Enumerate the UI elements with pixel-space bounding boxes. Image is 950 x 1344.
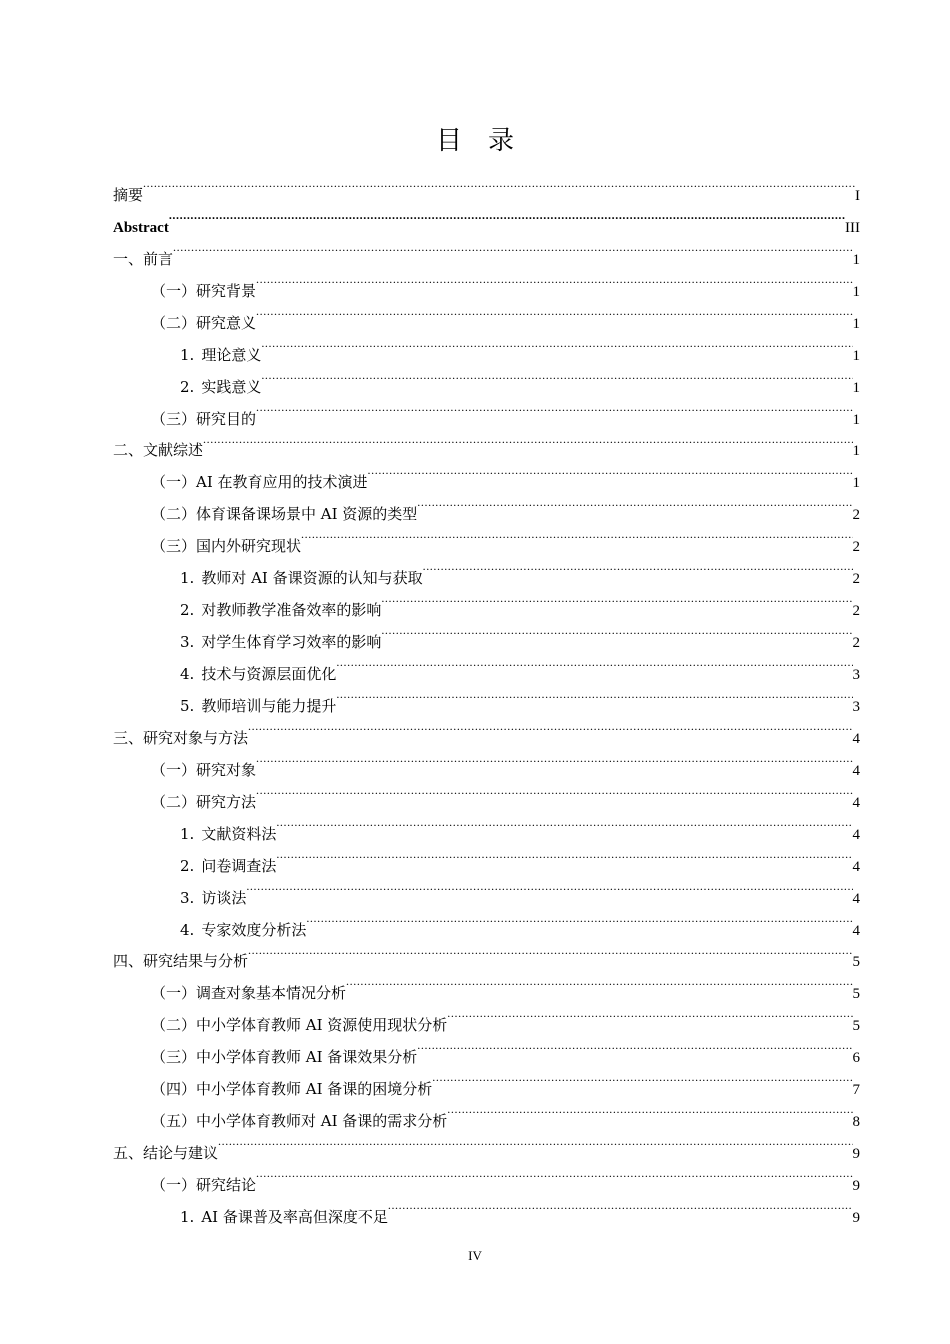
toc-entry-page: 1 xyxy=(852,443,860,460)
dot-leader xyxy=(423,551,853,583)
toc-entry-label: （一）调查对象基本情况分析 xyxy=(151,984,347,1003)
toc-entry-page: 1 xyxy=(852,283,860,300)
dot-leader xyxy=(368,455,853,487)
toc-entry-page: 5 xyxy=(852,986,860,1003)
toc-entry-page: 3 xyxy=(852,667,860,683)
toc-entry-title xyxy=(180,595,381,627)
toc-entry-page: 3 xyxy=(852,698,860,715)
dot-leader xyxy=(346,966,852,998)
toc-entry-label: （一）研究对象 xyxy=(151,760,257,779)
toc-entry-number: 2. xyxy=(180,377,195,396)
toc-entry-page: I xyxy=(855,187,860,204)
toc-entry[interactable] xyxy=(113,455,860,492)
toc-entry-page: 2 xyxy=(852,571,860,588)
toc-entry-label: （三）国内外研究现状 xyxy=(151,537,302,556)
toc-entry-label: AI 备课普及率高但深度不足 xyxy=(201,1207,388,1226)
dot-leader xyxy=(246,871,852,903)
dot-leader xyxy=(417,1030,852,1062)
toc-entry-title xyxy=(151,467,368,499)
toc-entry-page: 4 xyxy=(852,922,860,939)
toc-entry-title xyxy=(151,787,256,819)
toc-entry-page: 5 xyxy=(852,954,860,971)
dot-leader xyxy=(248,935,852,967)
toc-entry-page: 2 xyxy=(852,539,860,556)
toc-entry[interactable] xyxy=(113,264,860,300)
dot-leader xyxy=(381,615,852,647)
dot-leader xyxy=(432,1062,852,1094)
toc-entry-page: 1 xyxy=(852,315,860,332)
table-of-contents xyxy=(113,168,860,1226)
toc-entry-title xyxy=(180,372,261,404)
toc-entry[interactable] xyxy=(113,200,860,236)
toc-entry-title xyxy=(151,1170,256,1202)
toc-entry-title xyxy=(113,723,248,755)
dot-leader xyxy=(261,328,852,360)
toc-entry-label: （三）中小学体育教师 AI 备课效果分析 xyxy=(151,1048,418,1067)
toc-entry[interactable] xyxy=(113,424,860,460)
toc-entry-page: 1 xyxy=(852,411,860,428)
toc-entry-page: 6 xyxy=(852,1050,860,1067)
dot-leader xyxy=(256,296,852,328)
dot-leader xyxy=(447,998,852,1030)
dot-leader xyxy=(381,583,852,615)
toc-entry-title xyxy=(113,213,169,245)
toc-entry-label: （二）中小学体育教师 AI 资源使用现状分析 xyxy=(151,1016,448,1035)
toc-entry-label: （一）AI 在教育应用的技术演进 xyxy=(151,473,368,492)
toc-entry-title xyxy=(151,276,256,308)
dot-leader xyxy=(218,1126,852,1158)
toc-entry-label: （二）研究意义 xyxy=(151,313,257,332)
toc-entry-title xyxy=(113,180,143,212)
toc-entry-label: Abstract xyxy=(113,219,169,236)
toc-entry-number: 1. xyxy=(180,345,195,364)
toc-entry-title xyxy=(151,1042,417,1074)
dot-leader xyxy=(173,232,852,264)
toc-entry-page: 9 xyxy=(852,1146,860,1163)
toc-entry-page: 4 xyxy=(852,762,860,779)
toc-entry-label: 二、文献综述 xyxy=(113,441,204,460)
toc-entry-label: （三）研究目的 xyxy=(151,409,257,428)
dot-leader xyxy=(256,264,852,296)
toc-entry-title xyxy=(151,1074,432,1106)
toc-entry-title xyxy=(151,755,256,787)
toc-entry-page: 1 xyxy=(852,347,860,364)
toc-entry-page: 4 xyxy=(852,730,860,747)
toc-entry-number: 1. xyxy=(180,569,195,588)
dot-leader xyxy=(256,743,852,775)
toc-entry-label: 技术与资源层面优化 xyxy=(201,665,337,683)
toc-entry-title xyxy=(180,340,261,372)
toc-entry-page: 7 xyxy=(852,1082,860,1099)
toc-entry-label: 文献资料法 xyxy=(201,824,277,843)
toc-entry-number: 2. xyxy=(180,601,195,620)
toc-entry-title xyxy=(180,659,336,691)
toc-entry-label: （一）研究结论 xyxy=(151,1176,257,1194)
toc-entry-number: 4. xyxy=(180,665,195,683)
toc-entry-page: 4 xyxy=(852,890,860,907)
toc-entry-number: 4. xyxy=(180,920,195,939)
dot-leader xyxy=(301,519,852,551)
dot-leader xyxy=(261,360,852,392)
toc-entry-page: 2 xyxy=(852,603,860,620)
toc-entry-title xyxy=(113,244,173,276)
dot-leader xyxy=(248,711,852,743)
toc-entry-label: 教师对 AI 备课资源的认知与获取 xyxy=(201,569,423,588)
toc-entry-label: （二）体育课备课场景中 AI 资源的类型 xyxy=(151,505,418,524)
dot-leader xyxy=(336,679,852,711)
toc-entry-page: 2 xyxy=(852,507,860,524)
toc-entry-title xyxy=(151,1010,447,1042)
dot-leader xyxy=(306,903,852,935)
dot-leader xyxy=(256,775,852,807)
toc-entry-title xyxy=(180,819,276,851)
toc-entry-label: 专家效度分析法 xyxy=(201,920,307,939)
toc-entry-title xyxy=(113,435,203,467)
toc-title: 目录 xyxy=(435,126,540,156)
toc-entry-title xyxy=(113,1138,218,1170)
dot-leader xyxy=(169,200,845,232)
toc-entry-label: 教师培训与能力提升 xyxy=(201,696,337,715)
toc-entry[interactable] xyxy=(113,168,860,204)
toc-entry-page: 4 xyxy=(852,794,860,811)
toc-entry-number: 2. xyxy=(180,856,195,875)
toc-entry-label: 四、研究结果与分析 xyxy=(113,952,249,971)
dot-leader xyxy=(417,487,852,519)
dot-leader xyxy=(256,1158,852,1190)
dot-leader xyxy=(276,807,852,839)
toc-entry-title xyxy=(151,978,346,1010)
toc-entry-title xyxy=(151,308,256,340)
toc-entry-page: 1 xyxy=(852,251,860,268)
toc-entry-label: （五）中小学体育教师对 AI 备课的需求分析 xyxy=(151,1112,448,1131)
dot-leader xyxy=(256,392,852,424)
toc-entry-page: 4 xyxy=(852,858,860,875)
toc-entry-title xyxy=(180,883,246,915)
toc-entry-page: 9 xyxy=(852,1178,860,1194)
toc-entry-page: III xyxy=(845,219,860,236)
toc-entry-label: 一、前言 xyxy=(113,249,174,268)
toc-entry-page: 2 xyxy=(852,635,860,652)
toc-entry-number: 1. xyxy=(180,1207,195,1226)
toc-entry-page: 8 xyxy=(852,1114,860,1131)
toc-entry-label: （二）研究方法 xyxy=(151,792,257,811)
toc-entry-page: 1 xyxy=(852,379,860,396)
toc-entry-label: （四）中小学体育教师 AI 备课的困境分析 xyxy=(151,1080,433,1099)
dot-leader xyxy=(203,424,852,456)
toc-entry-label: 访谈法 xyxy=(201,888,247,907)
toc-entry[interactable] xyxy=(113,1126,860,1163)
toc-entry-label: 摘要 xyxy=(113,185,144,204)
toc-entry-title xyxy=(151,531,301,563)
toc-entry[interactable] xyxy=(113,232,860,268)
toc-entry[interactable] xyxy=(113,1158,860,1194)
toc-entry-title xyxy=(113,946,248,978)
toc-entry-number: 3. xyxy=(180,633,195,652)
toc-entry-page: 9 xyxy=(852,1209,860,1226)
toc-entry-page: 5 xyxy=(852,1018,860,1035)
toc-entry-label: （一）研究背景 xyxy=(151,281,257,300)
toc-entry-label: 理论意义 xyxy=(201,345,262,364)
toc-entry-label: 三、研究对象与方法 xyxy=(113,728,249,747)
dot-leader xyxy=(143,168,855,200)
toc-entry-label: 对学生体育学习效率的影响 xyxy=(201,633,382,652)
dot-leader xyxy=(276,839,852,871)
page-number-footer: IV xyxy=(468,1248,482,1263)
dot-leader xyxy=(336,647,852,679)
toc-entry-label: 五、结论与建议 xyxy=(113,1144,219,1163)
toc-entry-title xyxy=(180,1202,388,1234)
toc-entry-page: 4 xyxy=(852,826,860,843)
toc-entry-label: 问卷调查法 xyxy=(201,856,277,875)
toc-entry-label: 对教师教学准备效率的影响 xyxy=(201,601,382,620)
toc-entry-page: 1 xyxy=(852,475,860,492)
dot-leader xyxy=(388,1190,853,1222)
toc-entry-number: 1. xyxy=(180,824,195,843)
dot-leader xyxy=(447,1094,852,1126)
toc-entry-label: 实践意义 xyxy=(201,377,262,396)
toc-entry-number: 5. xyxy=(180,696,195,715)
toc-entry-number: 3. xyxy=(180,888,195,907)
